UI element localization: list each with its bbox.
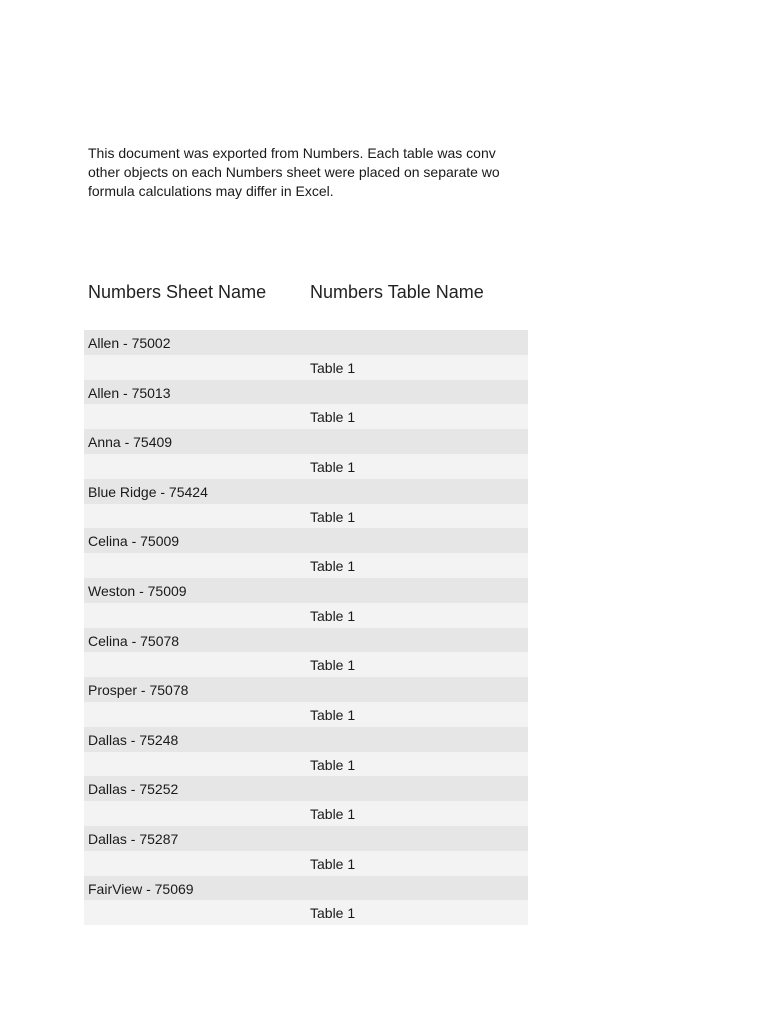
table-name-cell: Table 1 [310,855,356,872]
table-name-cell: Table 1 [310,558,356,575]
table-row [84,603,528,628]
sheet-row [84,578,528,603]
sheet-row [84,479,528,504]
table-row [84,652,528,677]
table-row [84,702,528,727]
sheet-name-cell: Dallas - 75252 [88,781,179,798]
table-row [84,553,528,578]
sheet-name-cell: FairView - 75069 [88,880,194,897]
sheet-name-cell: Celina - 75078 [88,632,180,649]
sheet-name-cell: Anna - 75409 [88,434,173,451]
intro-paragraph [88,144,528,201]
sheet-row [84,628,528,653]
sheet-name-cell: Dallas - 75248 [88,731,179,748]
table-name-cell: Table 1 [310,706,356,723]
table-row [84,801,528,826]
sheet-name-cell: Prosper - 75078 [88,682,189,699]
sheet-row [84,380,528,405]
intro-line: formula calculations may differ in Excel. [88,183,334,199]
sheet-row [84,330,528,355]
table-row [84,851,528,876]
table-name-cell: Table 1 [310,806,356,823]
sheet-name-cell: Allen - 75013 [88,384,171,401]
sheet-name-cell: Allen - 75002 [88,335,171,351]
intro-line: other objects on each Numbers sheet were placed on separate wo [88,164,500,180]
table-name-cell: Table 1 [310,756,356,773]
table-name-cell: Table 1 [310,657,356,674]
sheet-name-cell: Weston - 75009 [88,582,187,599]
sheet-name-cell: Celina - 75009 [88,533,180,550]
table-row [84,752,528,777]
table-name-cell: Table 1 [310,905,356,922]
table-name-cell: Table 1 [310,458,356,475]
header-table-name: Numbers Table Name [310,282,484,302]
table-row [84,454,528,479]
sheet-row [84,876,528,901]
intro-line: This document was exported from Numbers. Each table was conv [88,145,496,161]
table-name-cell: Table 1 [310,359,356,376]
table-row [84,900,528,925]
table-name-cell: Table 1 [310,508,356,525]
table-name-cell: Table 1 [310,607,356,624]
sheet-row [84,528,528,553]
header-sheet-name: Numbers Sheet Name [88,282,267,302]
sheet-row [84,826,528,851]
sheet-row [84,429,528,454]
table-row [84,404,528,429]
table-row [84,504,528,529]
sheet-row [84,677,528,702]
table-name-cell: Table 1 [310,409,356,426]
sheet-row [84,727,528,752]
table-row [84,355,528,380]
sheet-name-cell: Dallas - 75287 [88,830,179,847]
sheet-row [84,776,528,801]
sheet-name-cell: Blue Ridge - 75424 [88,483,208,500]
index-table [84,330,528,925]
